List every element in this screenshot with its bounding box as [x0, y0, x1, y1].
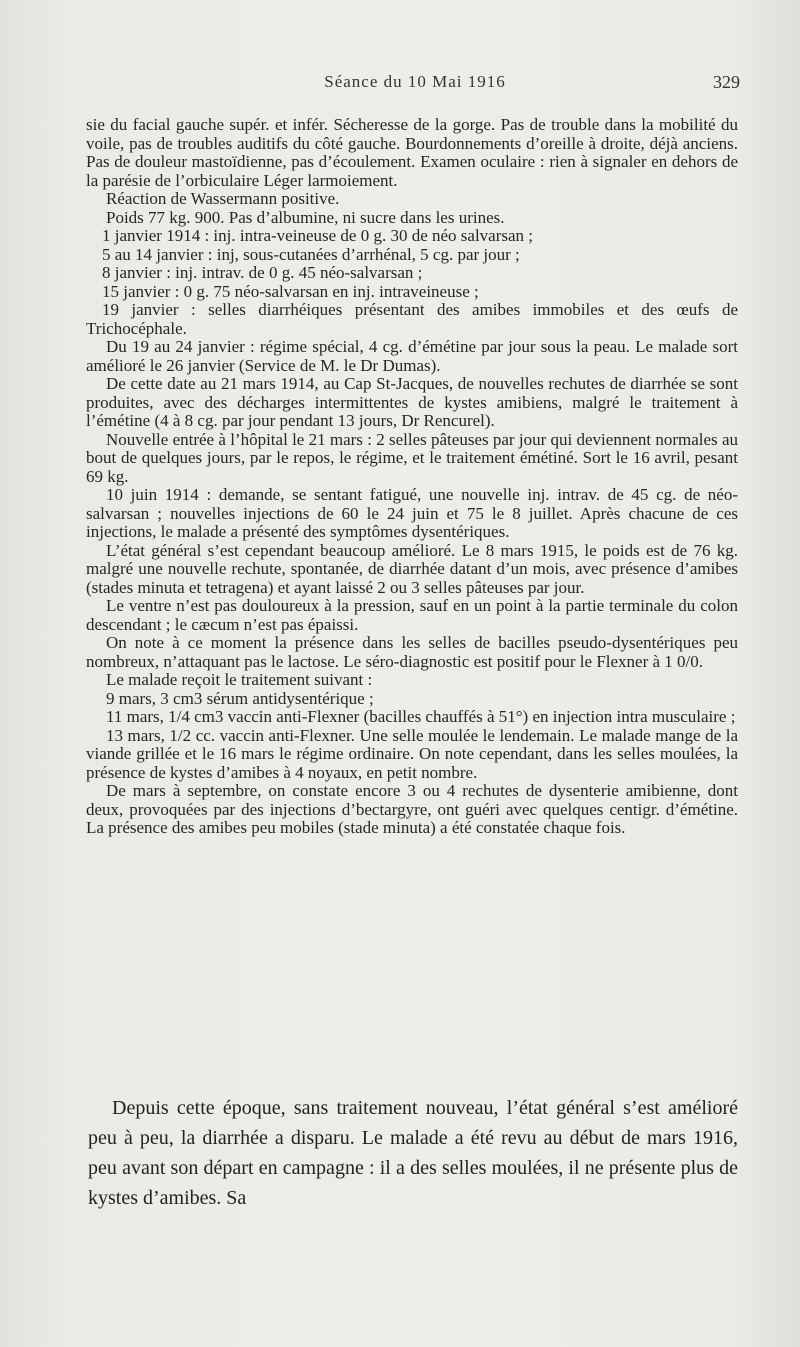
- paragraph: 13 mars, 1/2 cc. vaccin anti-Flexner. Une selle moulée le lendemain. Le malade mange de la viande grillée et le 16 mars le régime ordinaire. On note cependant, dans les selles moulées, la présence de kystes d’amibes à 4 noyaux, en petit nombre.: [86, 725, 738, 782]
- paragraph: De mars à septembre, on constate encore 3 ou 4 rechutes de dysenterie amibienne, dont deux, provoquées par des injections d’bectargyre, ont guéri avec quelques centigr. d’émétine. La présence des amibes peu mobiles (stade minuta) a été constatée chaque fois.: [86, 781, 738, 837]
- paragraph: 11 mars, 1/4 cm3 vaccin anti-Flexner (bacilles chauffés à 51°) en injection intra musculaire ;: [106, 707, 736, 726]
- paragraph: Du 19 au 24 janvier : régime spécial, 4 cg. d’émétine par jour sous la peau. Le malade sort amélioré le 26 janvier (Service de M. le Dr Dumas).: [86, 337, 738, 375]
- paragraph: Nouvelle entrée à l’hôpital le 21 mars : 2 selles pâteuses par jour qui deviennent normales au bout de quelques jours, par le repos, le régime, et le traitement émétiné. Sort le 16 avril, pesant 69 kg.: [86, 429, 738, 486]
- paragraph: Réaction de Wassermann positive.: [106, 189, 340, 208]
- running-title: Séance du 10 Mai 1916: [324, 72, 506, 91]
- paragraph: 5 au 14 janvier : inj, sous-cutanées d’arrhénal, 5 cg. par jour ;: [102, 244, 520, 264]
- page-header: [90, 72, 740, 102]
- paragraph: Poids 77 kg. 900. Pas d’albumine, ni sucre dans les urines.: [106, 207, 505, 227]
- paragraph: sie du facial gauche supér. et infér. Sécheresse de la gorge. Pas de trouble dans la mobilité du voile, pas de troubles auditifs du côté gauche. Bourdonnements d’oreille à droite, déjà anciens. Pas de douleur mastoïdienne, pas d’écoulement. Examen oculaire : rien à signaler en dehors de la parésie de l’orbiculaire Léger larmoiement.: [86, 115, 738, 190]
- page-number: 329: [713, 72, 740, 92]
- paragraph: Le ventre n’est pas douloureux à la pression, sauf en un point à la partie terminale du colon descendant ; le cæcum n’est pas épaissi.: [86, 596, 738, 634]
- paragraph: Le malade reçoit le traitement suivant :: [106, 670, 373, 689]
- paragraph: 1 janvier 1914 : inj. intra-veineuse de 0 g. 30 de néo salvarsan ;: [102, 226, 534, 245]
- paragraph: Depuis cette époque, sans traitement nouveau, l’état général s’est amélioré peu à peu, la diarrhée a disparu. Le malade a été revu au début de mars 1916, peu avant son départ en campagne : il a des selles moulées, il ne présente plus de kystes d’amibes. Sa: [88, 1097, 738, 1209]
- paragraph: De cette date au 21 mars 1914, au Cap St-Jacques, de nouvelles rechutes de diarrhée se sont produites, avec des décharges intermittentes de kystes amibiens, malgré le traitement à l’émétine (4 à 8 cg. par jour pendant 13 jours, Dr Rencurel).: [86, 374, 738, 430]
- body-text: [88, 1093, 738, 1213]
- paragraph: 9 mars, 3 cm3 sérum antidysentérique ;: [106, 688, 374, 708]
- paragraph: 15 janvier : 0 g. 75 néo-salvarsan en inj. intraveineuse ;: [102, 281, 479, 301]
- case-notes: [86, 116, 738, 838]
- paragraph: On note à ce moment la présence dans les selles de bacilles pseudo-dysentériques peu nombreux, n’attaquant pas le lactose. Le séro-diagnostic est positif pour le Flexner à 1 0/0.: [86, 633, 738, 671]
- paragraph: 19 janvier : selles diarrhéiques présentant des amibes immobiles et des œufs de Trichocéphale.: [86, 300, 738, 338]
- paragraph: L’état général s’est cependant beaucoup amélioré. Le 8 mars 1915, le poids est de 76 kg. malgré une nouvelle rechute, spontanée, de diarrhée datant d’un mois, avec présence d’amibes (stades minuta et tetragena) et ayant laissé 2 ou 3 selles pâteuses par jour.: [86, 540, 738, 597]
- paragraph: 8 janvier : inj. intrav. de 0 g. 45 néo-salvarsan ;: [102, 263, 423, 282]
- paragraph: 10 juin 1914 : demande, se sentant fatigué, une nouvelle inj. intrav. de 45 cg. de néo-salvarsan ; nouvelles injections de 60 le 24 juin et 75 le 8 juillet. Après chacune de ces injections, le malade a présenté des symptômes dysentériques.: [86, 485, 738, 541]
